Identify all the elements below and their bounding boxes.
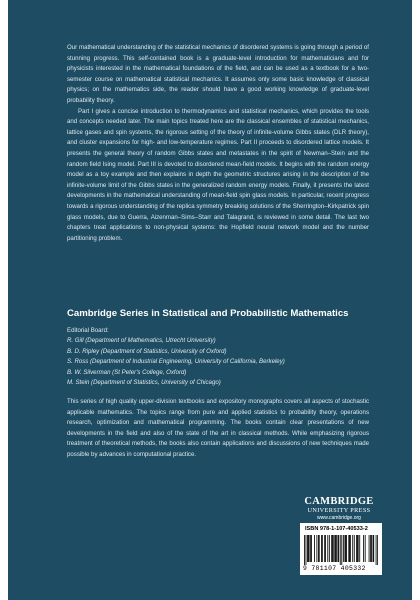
barcode-bar — [352, 535, 353, 562]
barcode-bar — [306, 535, 307, 565]
barcode-bar — [334, 535, 335, 562]
description-paragraph-1: Our mathematical understanding of the statistical mechanics of disordered systems is going through a period of stunning progress. This self-contained book is a graduate-level introduction for mathematicians and for physicists interested in the mathematical foundations of the field, and can be used as a textbook for a two-semester course on mathematical statistical mechanics. It assumes only some basic knowledge of classical physics; on the mathematics side, the reader should have a good working knowledge of graduate-level probability theory. — [67, 44, 369, 104]
barcode-icon — [304, 535, 378, 565]
barcode-bar — [321, 535, 322, 562]
barcode-bar — [336, 535, 337, 562]
barcode-bar — [310, 535, 311, 562]
barcode-bar — [354, 535, 355, 562]
barcode-bar — [319, 535, 320, 562]
barcode-bar — [329, 535, 330, 562]
board-member: M. Stein (Department of Statistics, University of Chicago) — [67, 379, 221, 387]
barcode-bar — [346, 535, 347, 562]
barcode-bar — [307, 535, 308, 562]
series-description: This series of high quality upper-division textbooks and expository monographs covers all aspects of stochastic applicable mathematics. The topics range from pure and applied statistics to probability theory, operations research, optimization and mathematical programming. The books contain clear presentations of new developments in the field and also of the state of the art in classical methods. While emphasizing rigorous treatment of theoretical methods, the books also contain applications and discussions of new techniques made possible by advances in computational practice. — [67, 398, 369, 458]
board-member: R. Gill (Department of Mathematics, Utrecht University) — [67, 337, 216, 345]
publisher-subtitle: UNIVERSITY PRESS — [307, 507, 371, 514]
barcode-bar — [373, 535, 374, 562]
barcode-bar — [363, 535, 364, 562]
barcode-digits: 9 781107 405332 — [303, 565, 366, 572]
barcode-bar — [324, 535, 325, 562]
barcode-bar — [358, 535, 359, 562]
barcode-bar — [309, 535, 310, 562]
publisher-url: www.cambridge.org — [317, 515, 361, 521]
barcode-bar — [356, 535, 357, 562]
barcode-bar — [304, 535, 305, 565]
isbn-barcode-box — [300, 523, 382, 575]
barcode-bar — [357, 535, 358, 562]
barcode-bar — [331, 535, 332, 562]
barcode-bar — [311, 535, 312, 562]
board-member: B. W. Silverman (St Peter's College, Oxford) — [67, 368, 187, 376]
barcode-bar — [340, 535, 341, 565]
barcode-bar — [332, 535, 333, 562]
barcode-bar — [338, 535, 339, 562]
isbn-label: ISBN 978-1-107-40533-2 — [305, 526, 368, 532]
barcode-bar — [377, 535, 378, 565]
barcode-bar — [369, 535, 370, 562]
barcode-bar — [343, 535, 344, 562]
publisher-logo — [304, 496, 374, 522]
back-cover — [8, 0, 412, 600]
barcode-bar — [318, 535, 319, 562]
description-paragraph-2: Part I gives a concise introduction to thermodynamics and statistical mechanics, which provides the tools and concepts needed later. The main topics treated here are the classical ensembles of statistical mechanics, lattice gases and spin systems, the rigorous setting of the theory of infinite-volume Gibbs states (DLR theory), and cluster expansions for high- and low-temperature regimes. Part II proceeds to disordered lattice models. It presents the general theory of random Gibbs states and metastates in the spirit of Newman–Stein and the random field Ising model. Part III is devoted to disordered mean-field models. It begins with the random energy model as a toy example and then explains in depth the geometric structures arising in the description of the infinite-volume limit of the Gibbs states in the generalized random energy models. Finally, it presents the latest developments in the mathematical understanding of mean-field spin glass models. In particular, recent progress towards a rigorous understanding of the replica symmetry breaking solutions of the Sherrington–Kirkpatrick spin glass models, due to Guerra, Aizenman–Sims–Starr and Talagrand, is reviewed in some detail. The last two chapters treat applications to non-physical systems: the Hopfield neural network model and the number partitioning problem. — [67, 107, 369, 242]
book-description — [67, 43, 369, 244]
barcode-bar — [335, 535, 336, 562]
barcode-bar — [359, 535, 360, 562]
barcode-bar — [327, 535, 328, 562]
publisher-name: CAMBRIDGE — [304, 496, 374, 507]
editorial-board-label: Editorial Board: — [67, 327, 109, 334]
board-member: S. Ross (Department of Industrial Engineering, University of California, Berkeley) — [67, 358, 285, 366]
barcode-bar — [345, 535, 346, 562]
board-member: B. D. Ripley (Department of Statistics, University of Oxford) — [67, 347, 227, 355]
barcode-bar — [373, 535, 374, 562]
barcode-bar — [341, 535, 342, 565]
editorial-board — [67, 326, 367, 388]
series-title: Cambridge Series in Statistical and Probabilistic Mathematics — [67, 308, 349, 319]
barcode-bar — [345, 535, 346, 562]
barcode-bar — [371, 535, 372, 562]
barcode-bar — [350, 535, 351, 562]
barcode-bar — [337, 535, 338, 562]
barcode-bar — [333, 535, 334, 562]
barcode-bar — [348, 535, 349, 562]
barcode-bar — [316, 535, 317, 562]
barcode-bar — [349, 535, 350, 562]
barcode-bar — [370, 535, 371, 562]
barcode-bar — [314, 535, 315, 562]
barcode-bar — [365, 535, 366, 562]
barcode-bar — [325, 535, 326, 562]
barcode-bar — [308, 535, 309, 562]
barcode-bar — [322, 535, 323, 562]
barcode-bar — [376, 535, 377, 565]
